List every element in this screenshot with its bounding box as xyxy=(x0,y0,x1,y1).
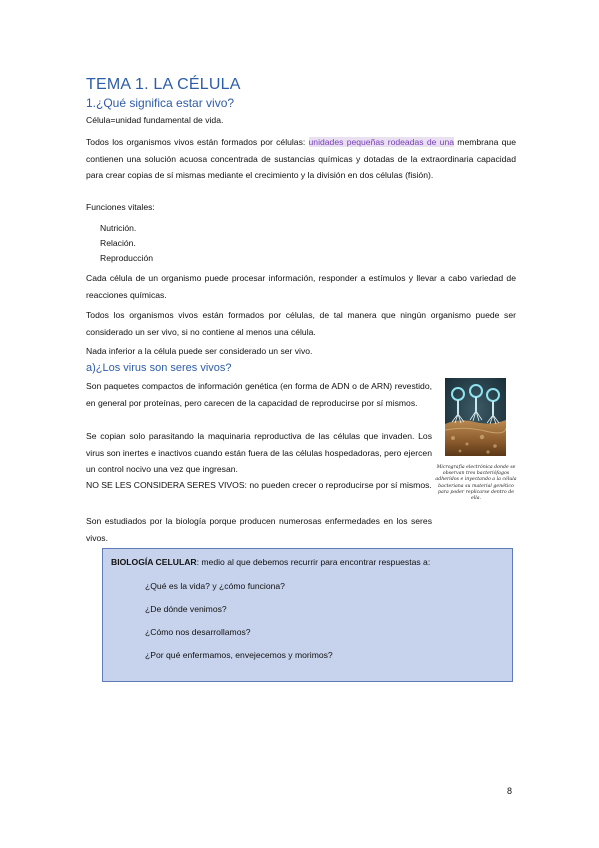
definition-paragraph: Célula=unidad fundamental de vida. xyxy=(86,115,224,125)
page-number: 8 xyxy=(507,786,513,796)
functions-list xyxy=(100,221,153,266)
processing-paragraph: Cada célula de un organismo puede procesar información, responder a estímulos y llevar a cabo variedad de reacciones químicas. xyxy=(86,273,516,300)
question-item: ¿De dónde venimos? xyxy=(145,604,227,614)
highlighted-text: unidades pequeñas rodeadas de una xyxy=(308,137,455,147)
question-item: ¿Por qué enfermamos, envejecemos y morimos? xyxy=(145,650,333,660)
nothing-inferior-paragraph: Nada inferior a la célula puede ser considerado un ser vivo. xyxy=(86,346,313,356)
question-item: ¿Qué es la vida? y ¿cómo funciona? xyxy=(145,581,285,591)
studied-paragraph: Son estudiados por la biología porque producen numerosas enfermedades en los seres vivos. xyxy=(86,516,432,543)
virus-copy-paragraph: Se copian solo parasitando la maquinaria reproductiva de las células que invaden. Los virus son inertes e inactivos cuando están fuera de las células hospedadoras, pero ejercen un control nocivo una vez que ingresan. xyxy=(86,431,432,474)
box-title-rest: : medio al que debemos recurrir para encontrar respuestas a: xyxy=(196,557,431,567)
cell-required-paragraph: Todos los organismos vivos están formados por células, de tal manera que ningún organismo puede ser considerado un ser vivo, si no contiene al menos una célula. xyxy=(86,310,516,337)
section-heading: 1.¿Qué significa estar vivo? xyxy=(86,96,235,110)
box-title xyxy=(111,557,430,567)
figure-caption: Micrografía electrónica donde se observan tres bacteriófagos adheridos e inyectando a la célula bacteriana su material genético para poder replicarse dentro de ella. xyxy=(435,465,517,502)
cell-biology-box xyxy=(102,548,513,682)
list-item: Relación. xyxy=(100,238,136,248)
list-item: Reproducción xyxy=(100,253,154,263)
virus-packets-paragraph: Son paquetes compactos de información genética (en forma de ADN o de ARN) revestido, en general por proteínas, pero carecen de la capacidad de reproducirse por sí mismos. xyxy=(86,381,432,408)
organisms-text-end: membrana que contienen una solución acuosa concentrada de sustancias químicas y dotadas de la extraordinaria capacidad para crear copias de sí mismas mediante el crecimiento y la división en dos células (fisión). xyxy=(86,137,516,180)
subsection-heading: a)¿Los virus son seres vivos? xyxy=(86,362,232,374)
page-title: TEMA 1. LA CÉLULA xyxy=(86,76,241,93)
organisms-text-start: Todos los organismos vivos están formados por células: xyxy=(86,137,309,147)
functions-label: Funciones vitales: xyxy=(86,202,155,212)
organisms-paragraph xyxy=(86,134,516,184)
list-item: Nutrición. xyxy=(100,223,137,233)
question-item: ¿Cómo nos desarrollamos? xyxy=(145,627,251,637)
not-living-paragraph: NO SE LES CONSIDERA SERES VIVOS: no pueden crecer o reproducirse por sí mismos. xyxy=(86,480,432,490)
box-title-bold: BIOLOGÍA CELULAR xyxy=(111,557,197,567)
micrograph-image xyxy=(445,378,506,456)
